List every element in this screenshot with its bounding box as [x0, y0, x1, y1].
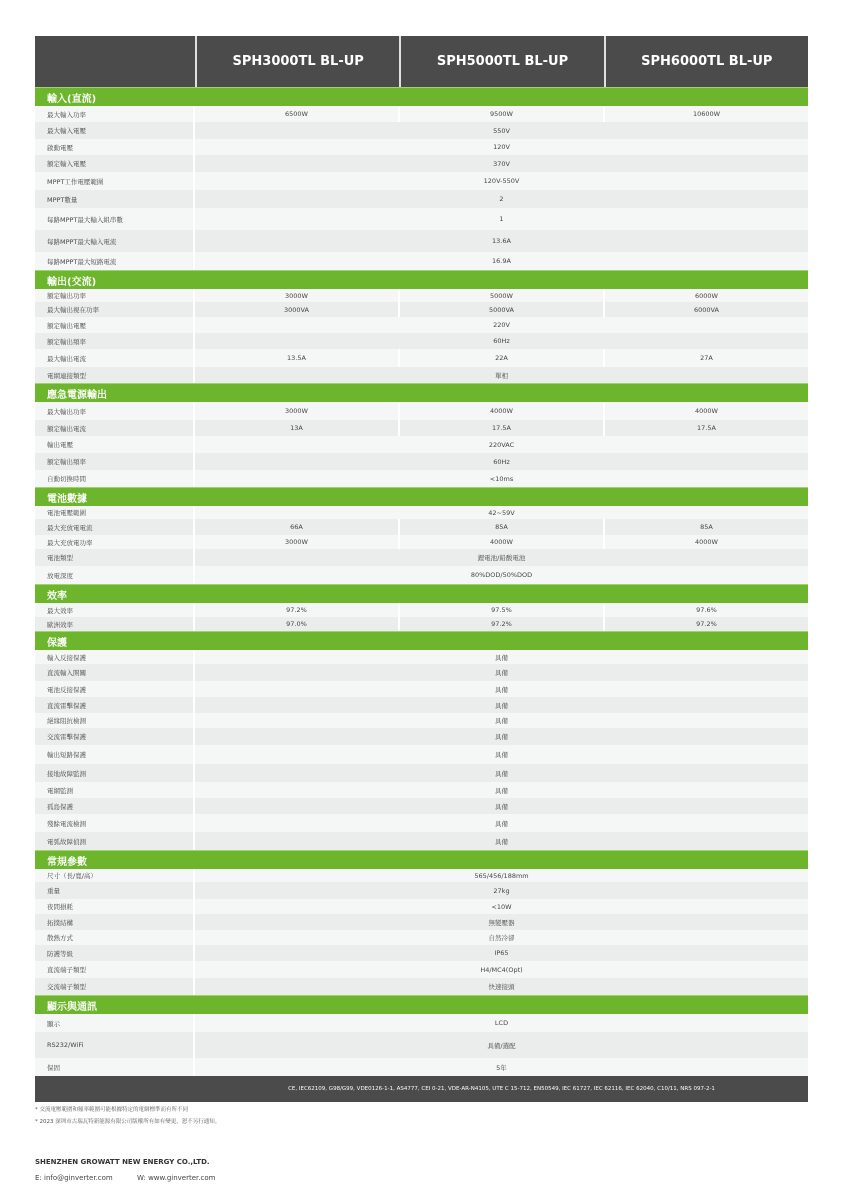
table-row — [35, 289, 808, 302]
row-value: 3000W — [285, 291, 308, 300]
table-row — [35, 402, 808, 420]
row-label: 防護等級 — [35, 945, 195, 961]
row-value-shared: 具備 — [495, 819, 508, 828]
row-label: 額定輸出電流 — [35, 420, 195, 436]
row-value: 17.5A — [398, 420, 603, 436]
table-row — [35, 899, 808, 914]
table-row — [35, 190, 808, 208]
row-label: 額定輸出頻率 — [35, 453, 195, 470]
row-label: 最大輸出電流 — [35, 349, 195, 367]
table-row — [35, 814, 808, 832]
row-label: 輸入反接保護 — [35, 650, 195, 664]
table-row — [35, 139, 808, 155]
table-row — [35, 436, 808, 453]
row-label: 直流輸入開關 — [35, 664, 195, 681]
section-rows — [35, 106, 808, 270]
table-row — [35, 252, 808, 270]
row-value: 22A — [398, 349, 603, 367]
table-row — [35, 470, 808, 487]
row-value: 3000W — [285, 407, 308, 415]
section-header: 電池數據 — [35, 487, 808, 506]
section-header: 常規參數 — [35, 850, 808, 869]
model-header-sph5000: SPH5000TL BL-UP — [399, 36, 603, 87]
row-value-shared: 220V — [493, 321, 510, 329]
row-value: 13A — [290, 424, 303, 432]
row-value-shared: 具備 — [495, 751, 508, 759]
row-value: 5000VA — [398, 302, 603, 317]
row-label: 輸出電壓 — [35, 436, 195, 453]
row-value-shared: H4/MC4(Opt) — [480, 965, 523, 974]
table-row — [35, 961, 808, 978]
table-row — [35, 664, 808, 681]
section-rows — [35, 650, 808, 850]
row-value: 85A — [603, 519, 808, 535]
row-value-shared: 自然冷卻 — [488, 934, 515, 942]
table-row — [35, 155, 808, 172]
table-row — [35, 1058, 808, 1076]
row-value-shared: 具備 — [495, 685, 508, 694]
section-rows — [35, 506, 808, 584]
row-value-shared: 具備/選配 — [487, 1041, 516, 1050]
row-label: 顯示 — [35, 1014, 195, 1032]
row-value-shared: 5年 — [496, 1063, 507, 1072]
row-value-shared: 120V-550V — [483, 177, 520, 185]
row-label: 額定輸出頻率 — [35, 333, 195, 349]
row-value: 9500W — [398, 106, 603, 122]
table-row — [35, 728, 808, 745]
row-value-shared: 具備 — [495, 837, 508, 846]
table-row — [35, 945, 808, 961]
table-row — [35, 713, 808, 728]
row-label: 直流雷擊保護 — [35, 697, 195, 713]
email-link[interactable]: E: info@ginverter.com — [35, 1174, 113, 1182]
row-value-shared: IP65 — [494, 949, 509, 957]
section-header: 輸入(直流) — [35, 87, 808, 106]
company-name: SHENZHEN GROWATT NEW ENERGY CO.,LTD. — [35, 1158, 210, 1166]
section-rows — [35, 869, 808, 995]
row-label: 電池類型 — [35, 549, 195, 566]
section-header: 保護 — [35, 631, 808, 650]
section-rows — [35, 289, 808, 383]
row-label: 額定輸出功率 — [35, 289, 195, 302]
section-rows — [35, 402, 808, 487]
row-value-shared: 550V — [493, 126, 510, 135]
row-label: 最大輸出功率 — [35, 402, 195, 420]
row-label: MPPT數量 — [35, 190, 195, 208]
row-label: 孤島保護 — [35, 798, 195, 814]
row-value-shared: 鋰電池/鉛酸電池 — [477, 554, 526, 562]
row-value-shared: 具備 — [495, 733, 508, 741]
row-value-shared: 80%DOD/50%DOD — [470, 571, 533, 579]
contact-info — [35, 1174, 215, 1182]
section-rows — [35, 603, 808, 631]
row-label: 重量 — [35, 882, 195, 899]
table-row — [35, 745, 808, 764]
row-value-shared: 220VAC — [488, 440, 515, 449]
row-value-shared: <10W — [491, 902, 512, 911]
row-label: 每路MPPT最大輸入電流 — [35, 230, 195, 252]
row-label: 每路MPPT最大輸入組串數 — [35, 208, 195, 230]
row-label: 放電深度 — [35, 566, 195, 584]
certifications-bar: CE, IEC62109, G98/G99, VDE0126-1-1, AS4777, CEI 0-21, VDE-AR-N4105, UTE C 15-712, EN50549, IEC 61727, IEC 62116, IEC 62040, C10/11, NRS 097-2-1 — [35, 1076, 808, 1102]
row-value-shared: 具備 — [495, 653, 508, 662]
row-value-shared: 60Hz — [493, 457, 510, 466]
table-row — [35, 535, 808, 549]
row-value: 5000W — [398, 289, 603, 302]
footnote: * 2023 深圳市古瑞瓦特新能源有限公司版權所有如有變更，恕不另行通知。 — [35, 1119, 221, 1125]
row-value: 97.2% — [603, 617, 808, 631]
row-label: MPPT工作電壓範圍 — [35, 172, 195, 190]
header-blank-cell — [35, 36, 195, 87]
row-value: 97.0% — [286, 620, 307, 628]
row-value: 85A — [398, 519, 603, 535]
row-value: 10600W — [603, 106, 808, 122]
table-row — [35, 172, 808, 190]
table-row — [35, 1014, 808, 1032]
row-label: 最大輸入電壓 — [35, 122, 195, 139]
row-value-shared: 具備 — [495, 717, 508, 725]
footnotes — [35, 1104, 220, 1128]
row-label: 交流端子類型 — [35, 978, 195, 995]
row-label: 電弧故障偵測 — [35, 832, 195, 850]
table-row — [35, 914, 808, 930]
row-value: 4000W — [398, 535, 603, 549]
table-row — [35, 566, 808, 584]
row-value-shared: 無變壓器 — [488, 918, 515, 927]
row-label: 額定輸入電壓 — [35, 155, 195, 172]
row-value-shared: 1 — [499, 215, 504, 223]
table-row — [35, 230, 808, 252]
section-header: 應急電源輸出 — [35, 383, 808, 402]
model-header-sph6000: SPH6000TL BL-UP — [604, 36, 808, 87]
table-row — [35, 208, 808, 230]
table-row — [35, 869, 808, 882]
row-value-shared: 2 — [499, 195, 504, 203]
row-value-shared: 快速接頭 — [488, 983, 515, 991]
table-row — [35, 549, 808, 566]
row-value-shared: 42~59V — [488, 508, 515, 517]
table-row — [35, 650, 808, 664]
spec-table — [35, 36, 808, 1102]
row-value-shared: 具備 — [495, 769, 508, 778]
table-row — [35, 453, 808, 470]
row-value: 6500W — [285, 110, 308, 118]
row-label: 夜間損耗 — [35, 899, 195, 914]
table-row — [35, 302, 808, 317]
row-label: 散熱方式 — [35, 930, 195, 945]
row-label: 電網連接類型 — [35, 367, 195, 383]
table-row — [35, 697, 808, 713]
table-body — [35, 87, 808, 1076]
row-value-shared: 具備 — [495, 786, 508, 795]
table-row — [35, 882, 808, 899]
row-value-shared: 60Hz — [493, 337, 510, 345]
row-label: 最大充放電電流 — [35, 519, 195, 535]
row-value-shared: 具備 — [495, 669, 508, 677]
row-value: 97.2% — [398, 617, 603, 631]
row-value: 97.2% — [286, 606, 307, 614]
row-value: 6000W — [603, 289, 808, 302]
row-value: 6000VA — [603, 302, 808, 317]
row-label: 接地故障監測 — [35, 764, 195, 782]
table-row — [35, 367, 808, 383]
row-value-shared: 13.6A — [492, 237, 511, 245]
row-label: 最大效率 — [35, 603, 195, 617]
row-value-shared: 27kg — [493, 886, 510, 895]
row-label: 交流雷擊保護 — [35, 728, 195, 745]
table-row — [35, 930, 808, 945]
table-row — [35, 420, 808, 436]
row-value-shared: 370V — [493, 159, 510, 168]
row-label: 拓撲結構 — [35, 914, 195, 930]
table-row — [35, 764, 808, 782]
row-value: 97.6% — [603, 603, 808, 617]
row-label: RS232/WiFi — [35, 1032, 195, 1058]
model-header-sph3000: SPH3000TL BL-UP — [195, 36, 399, 87]
website-link[interactable]: W: www.ginverter.com — [136, 1174, 216, 1182]
table-row — [35, 1032, 808, 1058]
row-value: 13.5A — [287, 354, 306, 362]
row-value-shared: 565/456/188mm — [474, 871, 529, 880]
table-row — [35, 317, 808, 333]
table-row — [35, 681, 808, 697]
row-value-shared: 120V — [493, 143, 510, 151]
row-label: 輸出短路保護 — [35, 745, 195, 764]
table-row — [35, 603, 808, 617]
row-label: 自動切換時間 — [35, 470, 195, 487]
row-value: 17.5A — [603, 420, 808, 436]
row-value: 4000W — [398, 402, 603, 420]
row-value-shared: 16.9A — [492, 257, 511, 265]
row-label: 電網監測 — [35, 782, 195, 798]
row-value-shared: 單相 — [495, 371, 508, 380]
row-label: 最大充放電功率 — [35, 535, 195, 549]
table-row — [35, 832, 808, 850]
row-value-shared: 具備 — [495, 701, 508, 710]
row-value-shared: <10ms — [489, 474, 514, 483]
row-label: 最大輸出視在功率 — [35, 302, 195, 317]
row-value: 27A — [603, 349, 808, 367]
row-value: 4000W — [603, 535, 808, 549]
section-rows — [35, 1014, 808, 1076]
row-value-shared: 具備 — [495, 802, 508, 811]
row-label: 歐洲效率 — [35, 617, 195, 631]
table-row — [35, 333, 808, 349]
table-row — [35, 798, 808, 814]
row-label: 尺寸（長/寬/高） — [35, 869, 195, 882]
row-value: 66A — [290, 523, 303, 531]
section-header: 顯示與通訊 — [35, 995, 808, 1014]
row-label: 電池電壓範圍 — [35, 506, 195, 519]
table-row — [35, 106, 808, 122]
row-value: 4000W — [603, 402, 808, 420]
table-row — [35, 349, 808, 367]
section-header: 輸出(交流) — [35, 270, 808, 289]
row-value: 3000W — [285, 538, 308, 546]
row-label: 每路MPPT最大短路電流 — [35, 252, 195, 270]
row-label: 保固 — [35, 1058, 195, 1076]
table-header — [35, 36, 808, 87]
table-row — [35, 978, 808, 995]
row-label: 電池反接保護 — [35, 681, 195, 697]
section-header: 效率 — [35, 584, 808, 603]
table-row — [35, 782, 808, 798]
table-row — [35, 506, 808, 519]
row-label: 啟動電壓 — [35, 139, 195, 155]
table-row — [35, 519, 808, 535]
row-label: 殘餘電流檢測 — [35, 814, 195, 832]
row-value: 3000VA — [283, 305, 310, 314]
table-row — [35, 617, 808, 631]
row-label: 絕緣阻抗檢測 — [35, 713, 195, 728]
row-label: 最大輸入功率 — [35, 106, 195, 122]
row-value: 97.5% — [398, 603, 603, 617]
row-label: 直流端子類型 — [35, 961, 195, 978]
row-label: 額定輸出電壓 — [35, 317, 195, 333]
footnote: * 交流電壓範圍和頻率範圍可能根據特定的電網標準而有所不同 — [35, 1107, 189, 1113]
row-value-shared: LCD — [494, 1019, 509, 1027]
table-row — [35, 122, 808, 139]
